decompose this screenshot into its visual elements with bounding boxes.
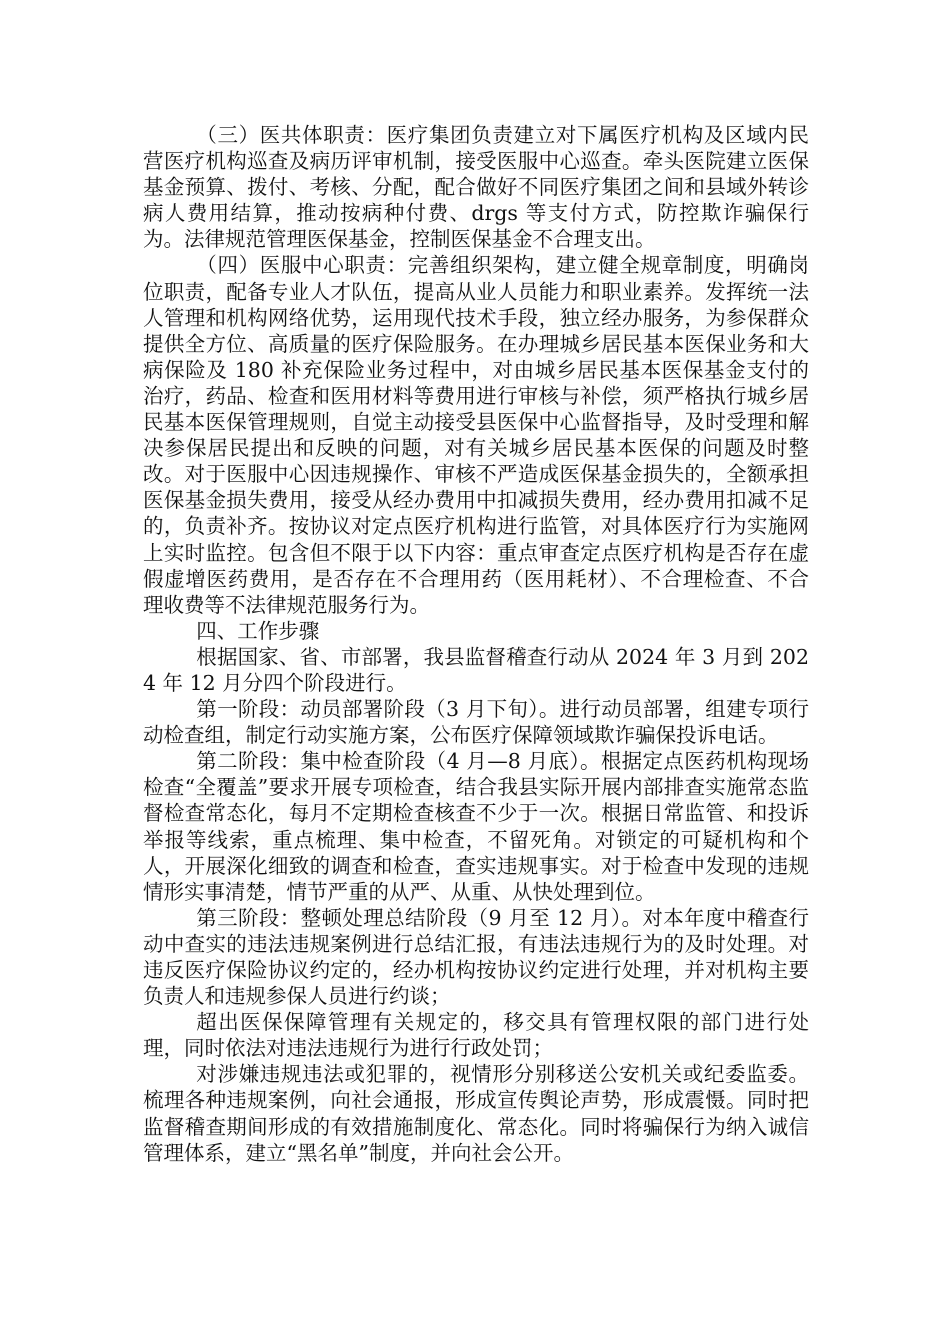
paragraph-stage-one: 第一阶段：动员部署阶段（3 月下旬）。进行动员部署，组建专项行动检查组，制定行动实施方案，公布医疗保障领域欺诈骗保投诉电话。 xyxy=(143,697,809,748)
paragraph-transfer-handling: 超出医保保障管理有关规定的，移交具有管理权限的部门进行处理，同时依法对违法违规行为进行行政处罚； xyxy=(143,1010,809,1061)
paragraph-stage-three: 第三阶段：整顿处理总结阶段（9 月至 12 月）。对本年度中稽查行动中查实的违法违规案例进行总结汇报，有违法违规行为的及时处理。对违反医疗保险协议约定的，经办机构按协议约定进行处理，并对机构主要负责人和违规参保人员进行约谈； xyxy=(143,905,809,1009)
paragraph-medical-service-center-duties: （四）医服中心职责：完善组织架构，建立健全规章制度，明确岗位职责，配备专业人才队伍，提高从业人员能力和职业素养。发挥统一法人管理和机构网络优势，运用现代技术手段，独立经办服务，为参保群众提供全方位、高质量的医疗保险服务。在办理城乡居民基本医保业务和大病保险及 180 补充保险业务过程中，对由城乡居民基本医保基金支付的治疗，药品、检查和医用材料等费用进行审核与补偿，须严格执行城乡居民基本医保管理规则，自觉主动接受县医保中心监督指导，及时受理和解决参保居民提出和反映的问题，对有关城乡居民基本医保的问题及时整改。对于医服中心因违规操作、审核不严造成医保基金损失的，全额承担医保基金损失费用，接受从经办费用中扣减损失费用，经办费用扣减不足的，负责补齐。按协议对定点医疗机构进行监管，对具体医疗行为实施网上实时监控。包含但不限于以下内容：重点审查定点医疗机构是否存在虚假虚增医药费用，是否存在不合理用药（医用耗材）、不合理检查、不合理收费等不法律规范服务行为。 xyxy=(143,253,809,617)
paragraph-schedule-overview: 根据国家、省、市部署，我县监督稽查行动从 2024 年 3 月到 2024 年 12 月分四个阶段进行。 xyxy=(143,644,809,695)
paragraph-stage-two: 第二阶段：集中检查阶段（4 月—8 月底）。根据定点医药机构现场检查“全覆盖”要求开展专项检查，结合我县实际开展内部排查实施常态监督检查常态化，每月不定期检查核查不少于一次。根据日常监管、和投诉举报等线索，重点梳理、集中检查，不留死角。对锁定的可疑机构和个人，开展深化细致的调查和检查，查实违规事实。对于检查中发现的违规情形实事清楚，情节严重的从严、从重、从快处理到位。 xyxy=(143,749,809,904)
paragraph-medical-group-duties: （三）医共体职责：医疗集团负责建立对下属医疗机构及区域内民营医疗机构巡查及病历评审机制，接受医服中心巡查。牵头医院建立医保基金预算、拨付、考核、分配，配合做好不同医疗集团之间和县域外转诊病人费用结算，推动按病种付费、drgs 等支付方式，防控欺诈骗保行为。法律规范管理医保基金，控制医保基金不合理支出。 xyxy=(143,123,809,252)
section-heading-work-steps: 四、工作步骤 xyxy=(196,618,320,643)
document-body xyxy=(143,122,809,1166)
paragraph-criminal-referral: 对涉嫌违规违法或犯罪的，视情形分别移送公安机关或纪委监委。梳理各种违规案例，向社会通报，形成宣传舆论声势，形成震慑。同时把监督稽查期间形成的有效措施制度化、常态化。同时将骗保行为纳入诚信管理体系，建立“黑名单”制度，并向社会公开。 xyxy=(143,1062,809,1165)
